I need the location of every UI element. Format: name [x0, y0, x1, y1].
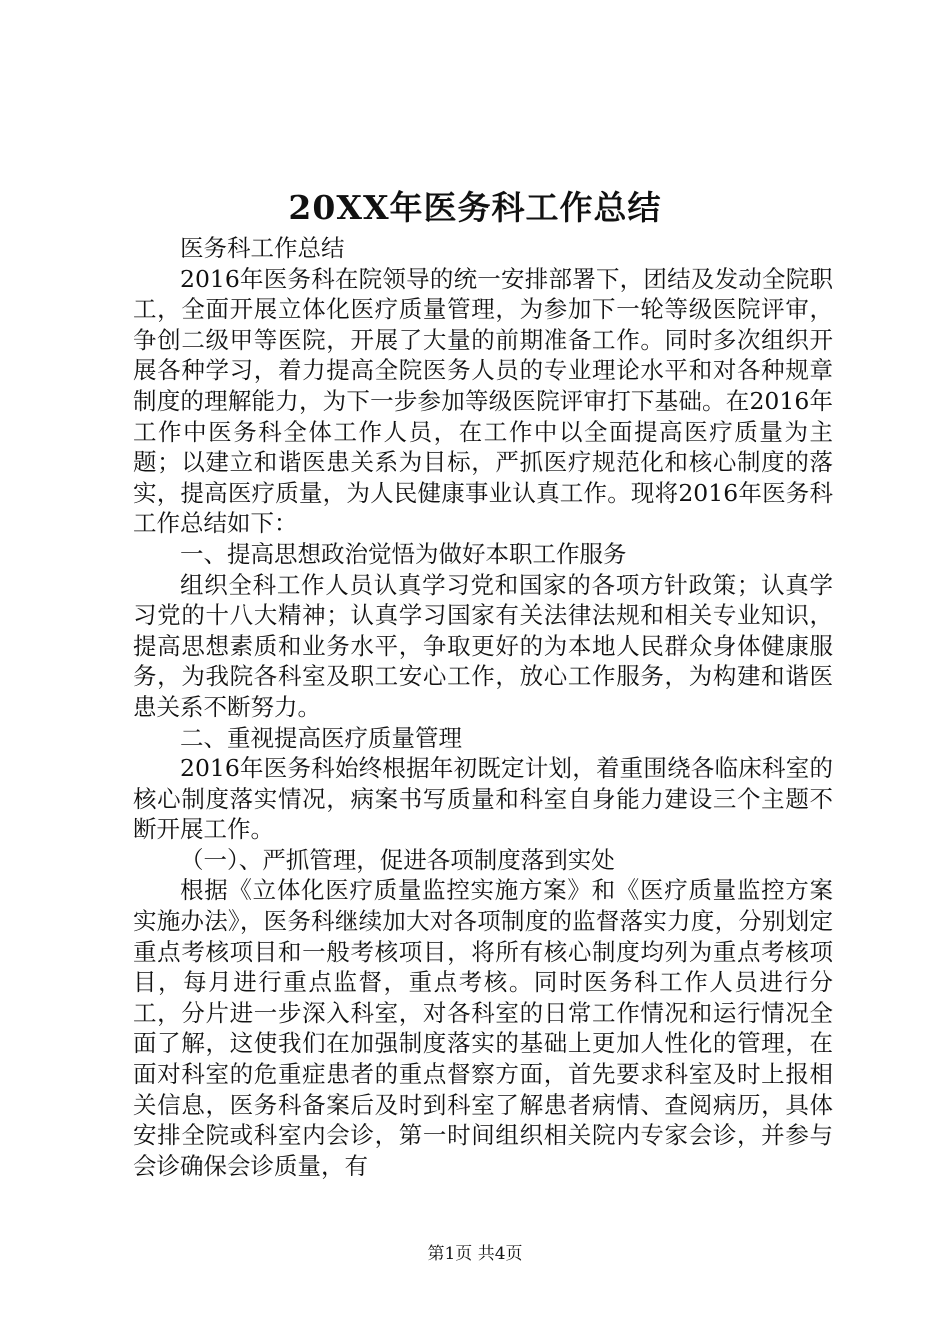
paragraph-subtitle: 医务科工作总结 — [180, 234, 345, 262]
heading-section-2: 二、重视提高医疗质量管理 — [180, 723, 462, 752]
document-body — [133, 233, 833, 1181]
paragraph-intro: 2016年医务科在院领导的统一安排部署下，团结及发动全院职工，全面开展立体化医疗质量管理，为参加下一轮等级医院评审，争创二级甲等医院，开展了大量的前期准备工作。同时多次组织开展各种学习，着力提高全院医务人员的专业理论水平和对各种规章制度的理解能力，为下一步参加等级医院评审打下基础。在2016年工作中医务科全体工作人员，在工作中以全面提高医疗质量为主题；以建立和谐医患关系为目标，严抓医疗规范化和核心制度的落实，提高医疗质量，为人民健康事业认真工作。现将2016年医务科工作总结如下： — [133, 264, 833, 538]
paragraph-section-2: 2016年医务科始终根据年初既定计划，着重围绕各临床科室的核心制度落实情况，病案书写质量和科室自身能力建设三个主题不断开展工作。 — [133, 754, 833, 844]
paragraph-section-1: 组织全科工作人员认真学习党和国家的各项方针政策；认真学习党的十八大精神；认真学习国家有关法律法规和相关专业知识，提高思想素质和业务水平，争取更好的为本地人民群众身体健康服务，为我院各科室及职工安心工作，放心工作服务，为构建和谐医患关系不断努力。 — [133, 570, 833, 721]
heading-subsection-1: （一）、严抓管理，促进各项制度落到实处 — [180, 845, 615, 874]
heading-section-1: 一、提高思想政治觉悟为做好本职工作服务 — [180, 539, 627, 568]
document-title: 20XX年医务科工作总结 — [288, 188, 662, 227]
paragraph-subsection-1: 根据《立体化医疗质量监控实施方案》和《医疗质量监控方案实施办法》，医务科继续加大对各项制度的监督落实力度，分别划定重点考核项目和一般考核项目，将所有核心制度均列为重点考核项目，每月进行重点监督，重点考核。同时医务科工作人员进行分工，分片进一步深入科室，对各科室的日常工作情况和运行情况全面了解，这使我们在加强制度落实的基础上更加人性化的管理，在面对科室的危重症患者的重点督察方面，首先要求科室及时上报相关信息，医务科备案后及时到科室了解患者病情、查阅病历，具体安排全院或科室内会诊，第一时间组织相关院内专家会诊，并参与会诊确保会诊质量，有 — [133, 876, 833, 1180]
page-footer: 第1页 共4页 — [427, 1244, 523, 1264]
